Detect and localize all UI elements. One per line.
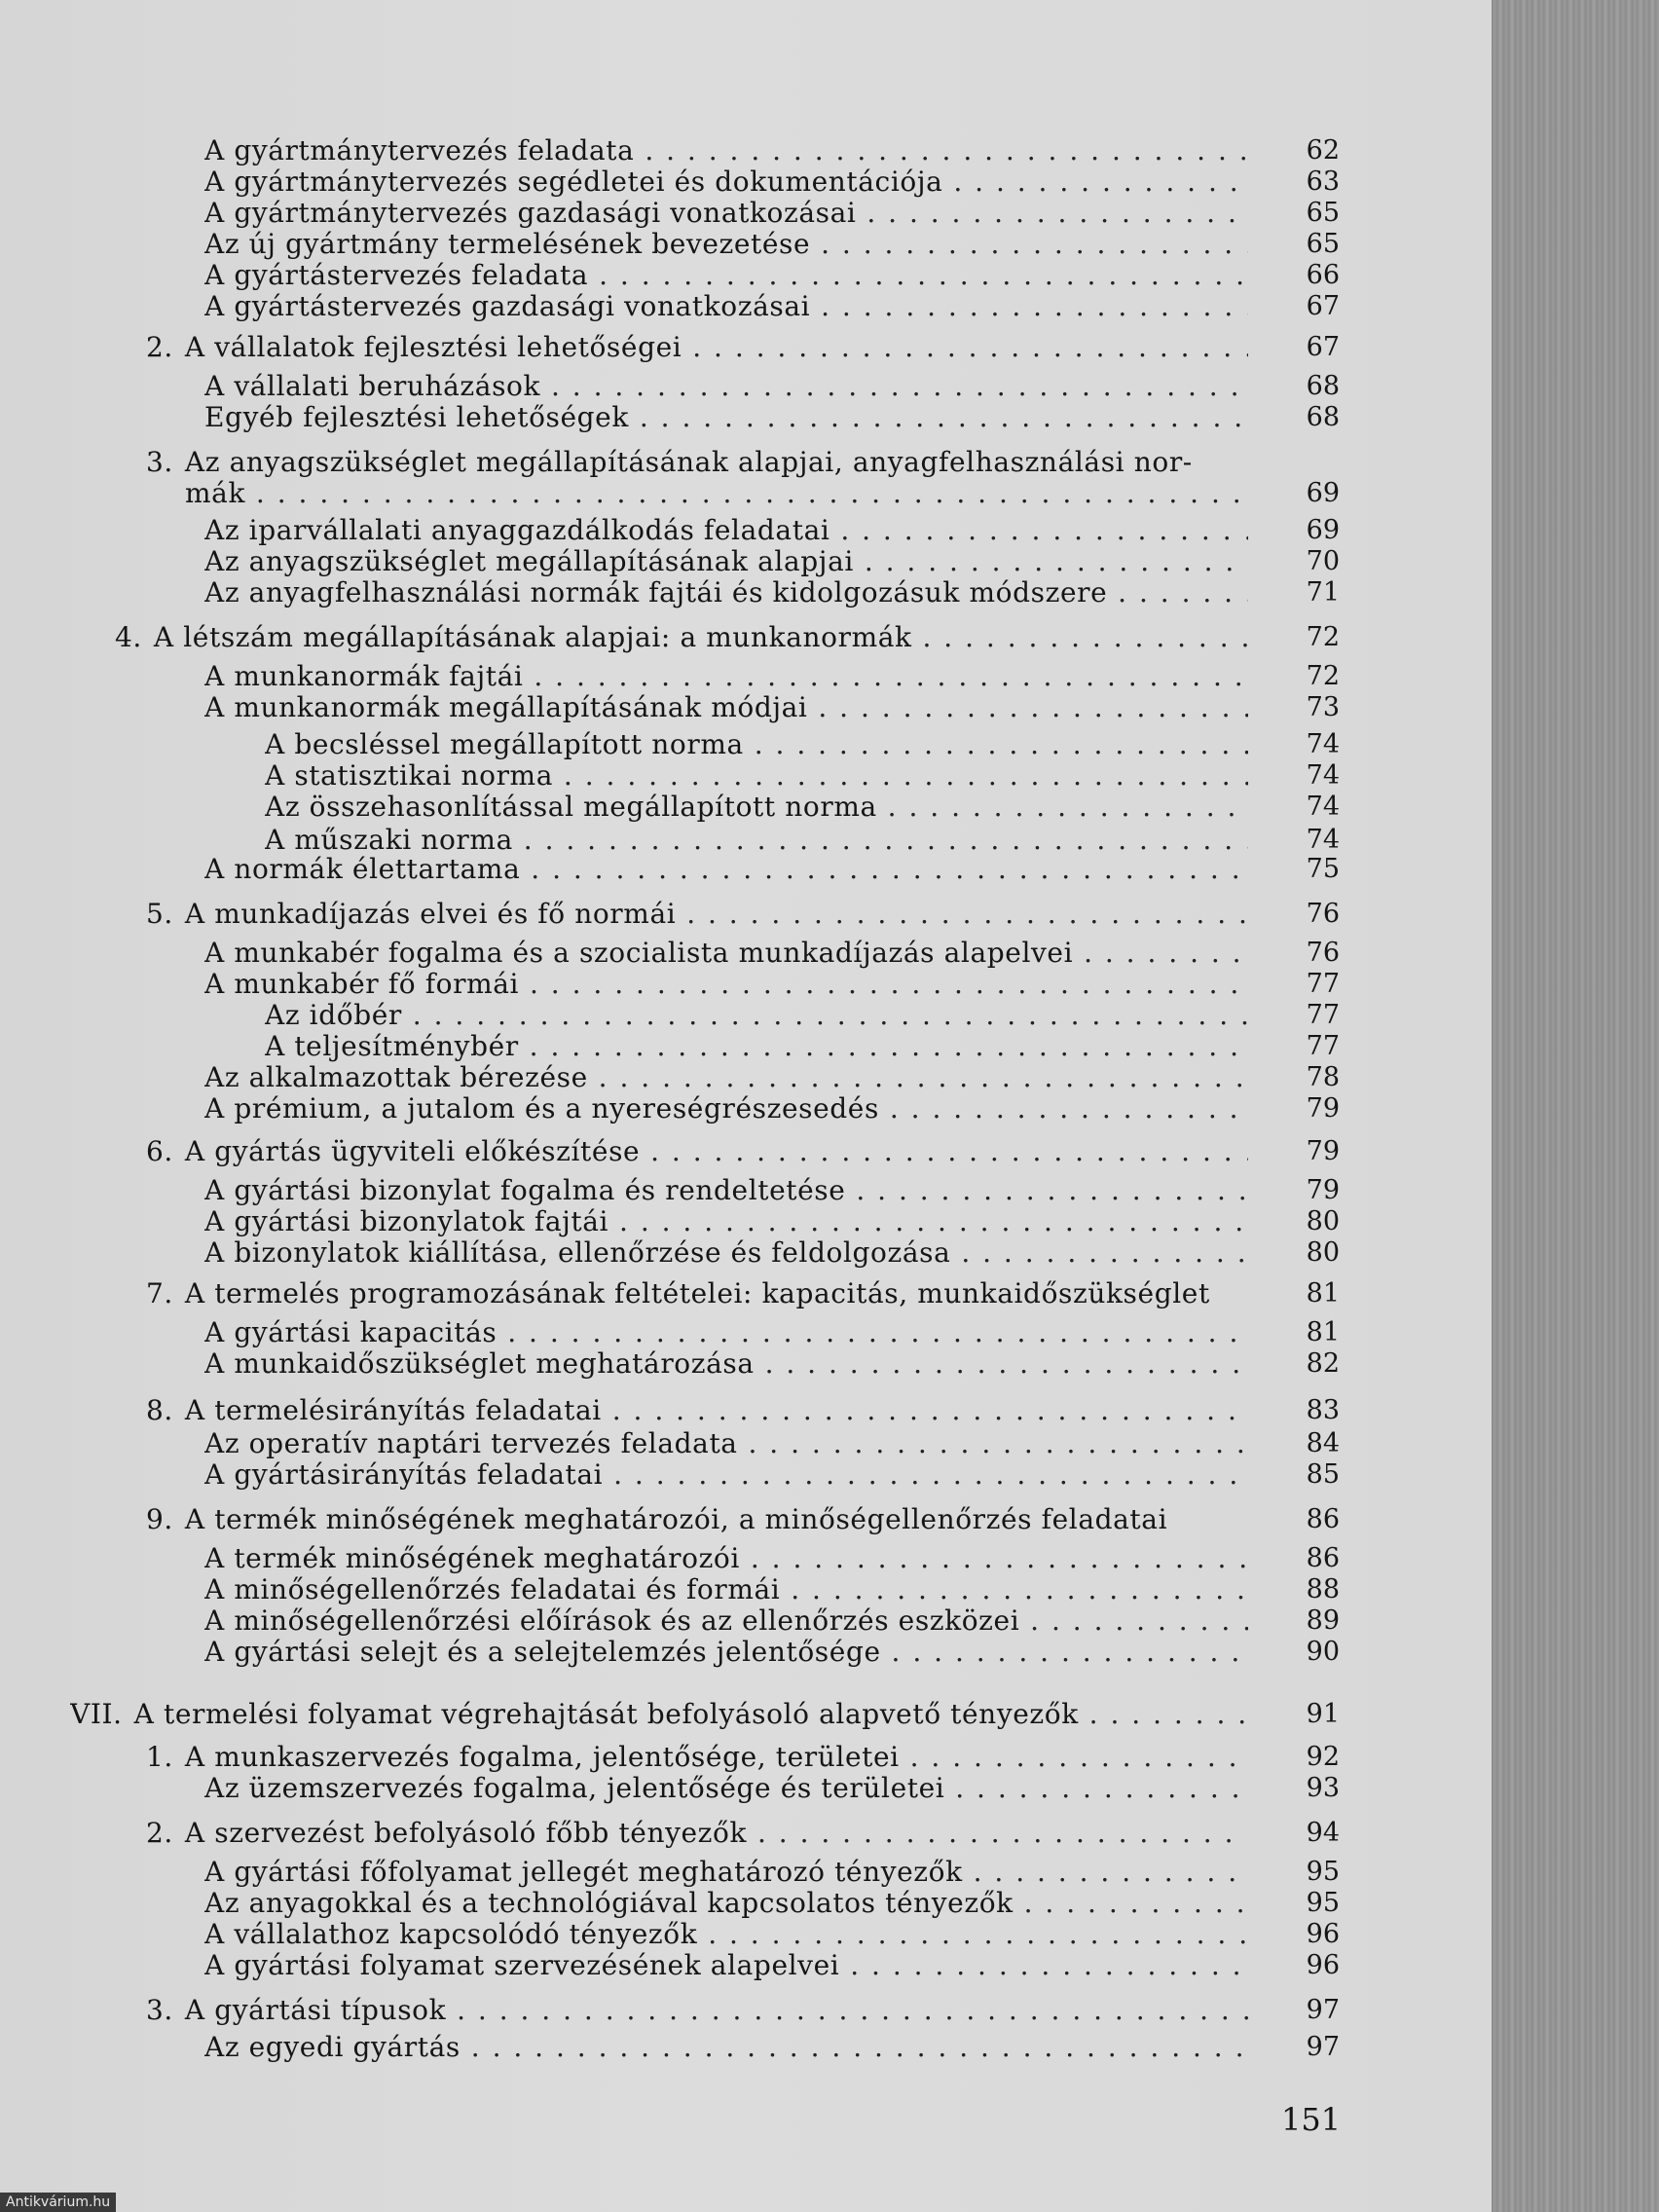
toc-entry-title: A munkanormák fajtái — [204, 660, 524, 692]
toc-entry — [265, 791, 1248, 824]
toc-entry-page: 70 — [1306, 546, 1340, 576]
toc-entry — [204, 1236, 1248, 1270]
toc-entry-page: 77 — [1306, 969, 1340, 999]
toc-entry-page: 82 — [1306, 1348, 1340, 1379]
toc-entry — [204, 1458, 1248, 1492]
toc-entry-title: A gyártási selejt és a selejtelemzés jelentősége — [204, 1636, 881, 1668]
toc-entry-page: 65 — [1306, 229, 1340, 259]
toc-entry-page: 86 — [1306, 1504, 1340, 1534]
toc-entry-title: A gyártástervezés gazdasági vonatkozásai — [204, 290, 811, 322]
toc-entry — [204, 1347, 1248, 1381]
toc-entry — [204, 1542, 1248, 1575]
toc-entry-title: A munkaidőszükséglet meghatározása — [204, 1347, 755, 1380]
toc-entry — [204, 197, 1248, 230]
toc-entry — [204, 1092, 1248, 1125]
toc-entry — [204, 514, 1248, 547]
toc-entry-title: Az anyagfelhasználási normák fajtái és kidolgozásuk módszere — [204, 576, 1108, 608]
toc-entry-number: 5. — [146, 898, 173, 930]
toc-entry-page: 83 — [1306, 1395, 1340, 1425]
toc-entry — [204, 968, 1248, 1001]
toc-entry-page: 74 — [1306, 792, 1340, 822]
toc-entry-page: 80 — [1306, 1206, 1340, 1236]
toc-entry — [146, 1994, 1248, 2027]
toc-entry-title: Az egyedi gyártás — [204, 2031, 461, 2063]
toc-entry-number: 8. — [146, 1394, 173, 1426]
toc-entry-page: 96 — [1306, 1919, 1340, 1949]
toc-entry-title: Az üzemszervezés fogalma, jelentősége és területei — [204, 1772, 945, 1804]
toc-entry-title: A gyártmánytervezés feladata — [204, 134, 635, 166]
toc-entry-page: 72 — [1306, 661, 1340, 691]
toc-entry-page: 65 — [1306, 198, 1340, 228]
toc-entry-page: 96 — [1306, 1950, 1340, 1980]
watermark: Antikvárium.hu — [0, 2193, 116, 2212]
toc-entry-page: 81 — [1306, 1278, 1340, 1309]
toc-entry-title: Az összehasonlítással megállapított norma — [265, 791, 877, 823]
toc-entry — [265, 824, 1248, 857]
toc-entry-title: A termelési folyamat végrehajtását befolyásoló alapvető tényezők — [133, 1698, 1079, 1730]
toc-entry-page: 89 — [1306, 1605, 1340, 1636]
toc-entry-title: A gyártási főfolyamat jellegét meghatározó tényezők — [204, 1856, 963, 1888]
toc-entry-page: 68 — [1306, 371, 1340, 401]
toc-entry-page: 91 — [1306, 1699, 1340, 1729]
toc-entry-title: A normák élettartama — [204, 853, 521, 885]
toc-entry-page: 66 — [1306, 260, 1340, 290]
toc-entry-page: 68 — [1306, 402, 1340, 432]
toc-entry-title: A munkadíjazás elvei és fő normái — [184, 898, 677, 930]
toc-entry — [204, 576, 1248, 609]
toc-entry — [204, 290, 1248, 323]
toc-entry-page: 75 — [1306, 854, 1340, 884]
toc-entry-page: 62 — [1306, 135, 1340, 166]
toc-entry-title: Egyéb fejlesztési lehetőségek — [204, 401, 629, 433]
toc-entry — [204, 691, 1248, 724]
toc-entry — [204, 1174, 1248, 1207]
toc-entry-page: 94 — [1306, 1818, 1340, 1848]
toc-entry-title: Az operatív naptári tervezés feladata — [204, 1427, 738, 1459]
toc-entry-page: 79 — [1306, 1093, 1340, 1124]
toc-entry-page: 79 — [1306, 1175, 1340, 1205]
toc-entry-title: A munkabér fogalma és a szocialista munkadíjazás alapelvei — [204, 937, 1074, 969]
toc-entry-page: 67 — [1306, 291, 1340, 321]
toc-entry-title: A becsléssel megállapított norma — [265, 728, 744, 760]
toc-entry — [146, 446, 1248, 479]
toc-entry — [146, 1817, 1248, 1850]
toc-entry-title: Az anyagszükséglet megállapításának alapjai — [204, 545, 854, 577]
toc-entry — [204, 401, 1248, 434]
toc-entry-number: 9. — [146, 1503, 173, 1535]
toc-entry-page: 63 — [1306, 166, 1340, 197]
toc-entry — [204, 937, 1248, 970]
toc-entry-number: 3. — [146, 1994, 173, 2026]
toc-entry-number: 4. — [115, 621, 142, 653]
toc-entry — [115, 621, 1248, 654]
toc-entry — [204, 370, 1248, 403]
toc-entry-title: A vállalatok fejlesztési lehetőségei — [184, 331, 682, 363]
toc-entry — [204, 660, 1248, 693]
toc-entry-title: Az iparvállalati anyaggazdálkodás feladatai — [204, 514, 830, 546]
toc-entry-page: 74 — [1306, 729, 1340, 759]
toc-entry-title: A szervezést befolyásoló főbb tényezők — [184, 1817, 748, 1849]
toc-entry — [146, 1394, 1248, 1427]
toc-entry — [204, 1205, 1248, 1238]
toc-entry — [204, 1856, 1248, 1889]
toc-entry-page: 71 — [1306, 577, 1340, 608]
toc-entry-page: 81 — [1306, 1317, 1340, 1347]
toc-entry-title: A termék minőségének meghatározói, a minőségellenőrzés feladatai — [184, 1503, 1168, 1535]
toc-entry — [265, 728, 1248, 761]
toc-entry-number: 7. — [146, 1277, 173, 1309]
toc-entry-title: A gyártástervezés feladata — [204, 259, 589, 291]
toc-entry — [146, 1135, 1248, 1168]
toc-entry — [265, 759, 1248, 793]
toc-entry-title: A gyártásirányítás feladatai — [204, 1458, 604, 1491]
toc-entry-page: 76 — [1306, 899, 1340, 929]
toc-entry-title: A munkanormák megállapításának módjai — [204, 691, 808, 723]
toc-entry — [204, 259, 1248, 292]
toc-entry-title: A statisztikai norma — [265, 759, 554, 792]
toc-entry-title: Az anyagszükséglet megállapításának alapjai, anyagfelhasználási nor- — [184, 446, 1193, 478]
toc-entry — [146, 1277, 1266, 1310]
toc-entry-page: 85 — [1306, 1459, 1340, 1490]
toc-entry-title: A gyártmánytervezés segédletei és dokumentációja — [204, 166, 943, 198]
toc-entry-number: 2. — [146, 331, 173, 363]
toc-entry — [185, 477, 1248, 510]
toc-entry — [204, 1061, 1248, 1094]
toc-entry — [265, 1030, 1248, 1063]
toc-entry-page: 79 — [1306, 1136, 1340, 1166]
toc-entry — [70, 1698, 1248, 1731]
toc-entry-number: VII. — [70, 1698, 123, 1730]
toc-entry-number: 3. — [146, 446, 173, 478]
toc-entry-page: 67 — [1306, 332, 1340, 362]
toc-entry-title: A gyártási bizonylat fogalma és rendeltetése — [204, 1174, 846, 1206]
toc-entry-title: A gyártási kapacitás — [204, 1316, 498, 1348]
toc-entry-page: 92 — [1306, 1742, 1340, 1772]
toc-entry-page: 69 — [1306, 515, 1340, 545]
toc-entry-title: A prémium, a jutalom és a nyereségrészesedés — [204, 1092, 879, 1124]
toc-entry-title: A gyártási folyamat szervezésének alapelvei — [204, 1949, 840, 1981]
toc-entry-title: mák — [185, 477, 246, 509]
toc-entry-title: Az anyagokkal és a technológiával kapcsolatos tényezők — [204, 1887, 1014, 1919]
toc-entry-page: 77 — [1306, 1000, 1340, 1030]
toc-entry — [146, 1503, 1266, 1536]
toc-entry-title: A minőségellenőrzési előírások és az ellenőrzés eszközei — [204, 1604, 1020, 1637]
toc-entry — [204, 1918, 1248, 1951]
toc-entry-title: A termelésirányítás feladatai — [184, 1394, 602, 1426]
toc-entry-page: 97 — [1306, 2032, 1340, 2062]
toc-entry-page: 72 — [1306, 622, 1340, 652]
toc-entry-page: 77 — [1306, 1031, 1340, 1061]
toc-entry — [204, 228, 1248, 261]
toc-entry — [204, 2031, 1248, 2064]
toc-entry — [204, 134, 1248, 167]
toc-entry-title: Az alkalmazottak bérezése — [204, 1061, 588, 1093]
toc-entry — [204, 1604, 1248, 1638]
toc-entry-page: 86 — [1306, 1543, 1340, 1573]
toc-entry-title: A termék minőségének meghatározói — [204, 1542, 740, 1574]
toc-entry-title: A munkaszervezés fogalma, jelentősége, területei — [184, 1741, 900, 1773]
toc-entry — [204, 545, 1248, 578]
toc-entry-page: 80 — [1306, 1237, 1340, 1268]
toc-entry-title: A vállalati beruházások — [204, 370, 541, 402]
toc-entry — [204, 1636, 1248, 1669]
toc-entry — [146, 331, 1248, 364]
toc-entry-page: 69 — [1306, 478, 1340, 508]
toc-entry-title: A bizonylatok kiállítása, ellenőrzése és feldolgozása — [204, 1236, 951, 1269]
toc-entry — [146, 898, 1248, 931]
toc-entry-number: 6. — [146, 1135, 173, 1167]
toc-entry-title: A műszaki norma — [265, 824, 513, 856]
toc-entry-page: 73 — [1306, 692, 1340, 722]
toc-entry-title: Az időbér — [265, 999, 402, 1031]
toc-entry-page: 90 — [1306, 1637, 1340, 1667]
toc-entry-page: 74 — [1306, 760, 1340, 791]
toc-entry-title: A gyártás ügyviteli előkészítése — [184, 1135, 641, 1167]
toc-entry-page: 74 — [1306, 825, 1340, 855]
toc-entry — [204, 1427, 1248, 1460]
toc-entry — [204, 1772, 1248, 1805]
toc-entry-page: 97 — [1306, 1995, 1340, 2025]
toc-entry-title: Az új gyártmány termelésének bevezetése — [204, 228, 811, 260]
toc-entry-title: A gyártmánytervezés gazdasági vonatkozásai — [204, 197, 857, 229]
toc-entry-page: 95 — [1306, 1857, 1340, 1887]
toc-entry — [204, 1949, 1248, 1982]
toc-entry — [146, 1741, 1248, 1774]
toc-entry — [204, 853, 1248, 886]
toc-entry-page: 93 — [1306, 1773, 1340, 1803]
toc-entry-page: 78 — [1306, 1062, 1340, 1092]
toc-entry-number: 1. — [146, 1741, 173, 1773]
toc-entry-title: A gyártási bizonylatok fajtái — [204, 1205, 609, 1237]
page-edge — [1492, 0, 1659, 2212]
toc-entry-page: 88 — [1306, 1574, 1340, 1604]
toc-entry-page: 76 — [1306, 938, 1340, 968]
toc-entry — [204, 1316, 1248, 1349]
toc-entry-number: 2. — [146, 1817, 173, 1849]
page-number: 151 — [1281, 2101, 1342, 2138]
toc-entry-title: A munkabér fő formái — [204, 968, 520, 1000]
toc-entry-title: A teljesítménybér — [265, 1030, 519, 1062]
toc-entry-title: A minőségellenőrzés feladatai és formái — [204, 1573, 781, 1605]
toc-entry — [204, 166, 1248, 199]
toc-entry-title: A gyártási típusok — [184, 1994, 447, 2026]
toc-entry-title: A vállalathoz kapcsolódó tényezők — [204, 1918, 698, 1950]
toc-entry-page: 95 — [1306, 1888, 1340, 1918]
toc-entry-title: A termelés programozásának feltételei: kapacitás, munkaidőszükséglet — [184, 1277, 1210, 1309]
toc-entry-page: 84 — [1306, 1428, 1340, 1458]
toc-entry-title: A létszám megállapításának alapjai: a munkanormák — [153, 621, 912, 653]
toc-entry — [265, 999, 1248, 1032]
toc-entry — [204, 1573, 1248, 1606]
toc-entry — [204, 1887, 1248, 1920]
